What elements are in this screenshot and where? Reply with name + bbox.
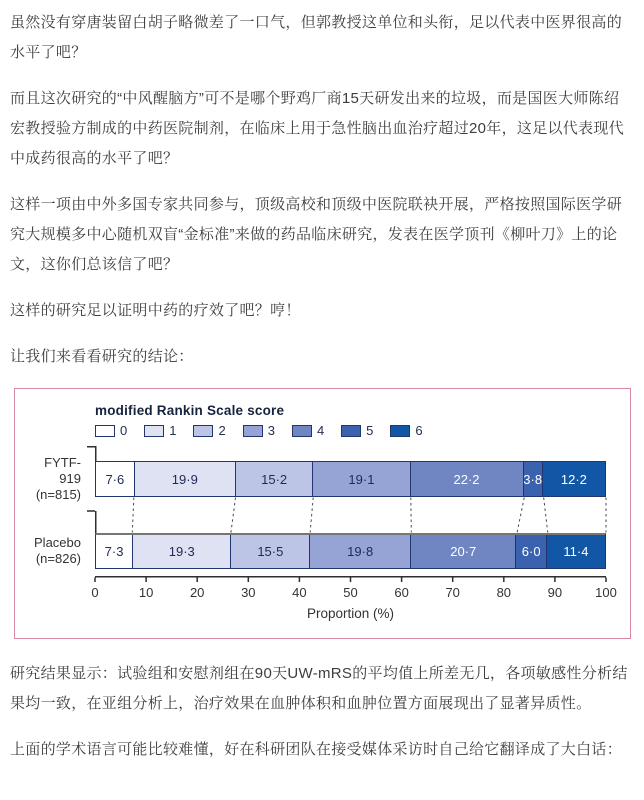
paragraph: 而且这次研究的“中风醒脑方”可不是哪个野鸡厂商15天研发出来的垃圾，而是国医大师陈绍宏教授验方制成的中药医院制剂，在临床上用于急性脑出血治疗超过20年，这足以代表现代中成药很高的水平了吧？ bbox=[10, 90, 624, 167]
article-paragraphs-bottom bbox=[10, 659, 634, 765]
x-tick-label: 90 bbox=[547, 585, 563, 600]
segment-connector-line bbox=[132, 498, 134, 533]
legend-label: 5 bbox=[366, 423, 374, 438]
segment-connector-line bbox=[411, 498, 412, 533]
legend-label: 2 bbox=[218, 423, 226, 438]
bar-segment-fytf-919-mrs5: 3·8 bbox=[524, 462, 543, 496]
bar-fytf919 bbox=[95, 461, 606, 497]
bar-segment-fytf-919-mrs4: 22·2 bbox=[411, 462, 524, 496]
segment-connector-line bbox=[231, 498, 236, 533]
legend-items bbox=[95, 423, 606, 438]
bar-segment-fytf-919-mrs0: 7·6 bbox=[96, 462, 135, 496]
row-label-placebo bbox=[23, 533, 87, 569]
legend-label: 3 bbox=[267, 423, 275, 438]
x-tick-label: 0 bbox=[91, 585, 99, 600]
x-tick-label: 40 bbox=[292, 585, 307, 600]
x-tick-label: 20 bbox=[189, 585, 205, 600]
x-tick-label: 70 bbox=[445, 585, 460, 600]
bar-segment-placebo-mrs4: 20·7 bbox=[411, 535, 516, 568]
bar-segment-placebo-mrs6: 11·4 bbox=[547, 535, 605, 568]
legend-title: modified Rankin Scale score bbox=[95, 403, 285, 418]
paragraph: 上面的学术语言可能比较难懂，好在科研团队在接受媒体采访时自己给它翻译成了大白话： bbox=[10, 741, 623, 758]
x-tick-label: 30 bbox=[241, 585, 256, 600]
series-name: FYTF-919 bbox=[44, 455, 81, 486]
legend-swatch bbox=[292, 425, 312, 437]
paragraph: 研究结果显示：试验组和安慰剂组在90天UW-mRS的平均值上所差无几，各项敏感性分析结果均一致，在亚组分析上，治疗效果在血肿体积和血肿位置方面展现出了显著异质性。 bbox=[10, 665, 628, 712]
legend-item-mrs-5 bbox=[341, 423, 373, 438]
x-tick-label: 50 bbox=[343, 585, 358, 600]
bar-segment-placebo-mrs2: 15·5 bbox=[231, 535, 310, 568]
x-axis-tick-labels bbox=[91, 585, 617, 601]
x-tick-label: 60 bbox=[394, 585, 409, 600]
chart-legend bbox=[95, 403, 606, 438]
mrs-chart-figure bbox=[14, 388, 631, 639]
legend-item-mrs-3 bbox=[243, 423, 275, 438]
legend-swatch bbox=[243, 425, 263, 437]
series-n: (n=826) bbox=[35, 551, 81, 566]
paragraph: 这样的研究足以证明中药的疗效了吧？哼！ bbox=[10, 302, 301, 319]
series-n: (n=815) bbox=[35, 487, 81, 502]
row-label-fytf919 bbox=[23, 455, 87, 502]
bar-segment-placebo-mrs1: 19·3 bbox=[133, 535, 231, 568]
bar-segment-fytf-919-mrs3: 19·1 bbox=[313, 462, 410, 496]
bar-segment-placebo-mrs3: 19·8 bbox=[310, 535, 411, 568]
x-tick-label: 80 bbox=[496, 585, 512, 600]
legend-item-mrs-6 bbox=[390, 423, 422, 438]
x-tick-label: 10 bbox=[138, 585, 154, 600]
legend-label: 1 bbox=[169, 423, 177, 438]
bar-segment-fytf-919-mrs6: 12·2 bbox=[543, 462, 605, 496]
bar-placebo bbox=[95, 533, 606, 569]
segment-connector-line bbox=[310, 498, 313, 533]
bar-segment-placebo-mrs0: 7·3 bbox=[96, 535, 133, 568]
legend-label: 4 bbox=[316, 423, 325, 438]
article-paragraphs-top bbox=[10, 8, 634, 372]
x-tick-label: 100 bbox=[595, 585, 617, 600]
legend-label: 0 bbox=[120, 423, 128, 438]
bar-segment-fytf-919-mrs1: 19·9 bbox=[135, 462, 236, 496]
plot-area bbox=[23, 446, 617, 628]
bar-segment-fytf-919-mrs2: 15·2 bbox=[236, 462, 313, 496]
legend-item-mrs-4 bbox=[292, 423, 324, 438]
legend-item-mrs-1 bbox=[144, 423, 176, 438]
x-axis-title: Proportion (%) bbox=[306, 606, 395, 621]
series-name: Placebo bbox=[34, 535, 81, 550]
bar-segment-placebo-mrs5: 6·0 bbox=[516, 535, 547, 568]
legend-swatch bbox=[193, 425, 213, 437]
paragraph: 这样一项由中外多国专家共同参与，顶级高校和顶级中医院联袂开展，严格按照国际医学研究大规模多中心随机双盲“金标准”来做的药品临床研究，发表在医学顶刊《柳叶刀》上的论文，这你们总该信了吧？ bbox=[10, 196, 623, 273]
legend-item-mrs-2 bbox=[193, 423, 225, 438]
legend-swatch bbox=[95, 425, 115, 437]
legend-label: 6 bbox=[415, 423, 423, 438]
paragraph: 虽然没有穿唐装留白胡子略微差了一口气，但郭教授这单位和头衔，足以代表中医界很高的水平了吧？ bbox=[10, 14, 623, 61]
paragraph: 让我们来看看研究的结论： bbox=[10, 348, 194, 365]
legend-swatch bbox=[341, 425, 361, 437]
segment-connector-line bbox=[517, 498, 524, 533]
legend-item-mrs-0 bbox=[95, 423, 127, 438]
legend-swatch bbox=[144, 425, 164, 437]
legend-swatch bbox=[390, 425, 410, 437]
segment-connector-line bbox=[544, 498, 548, 533]
